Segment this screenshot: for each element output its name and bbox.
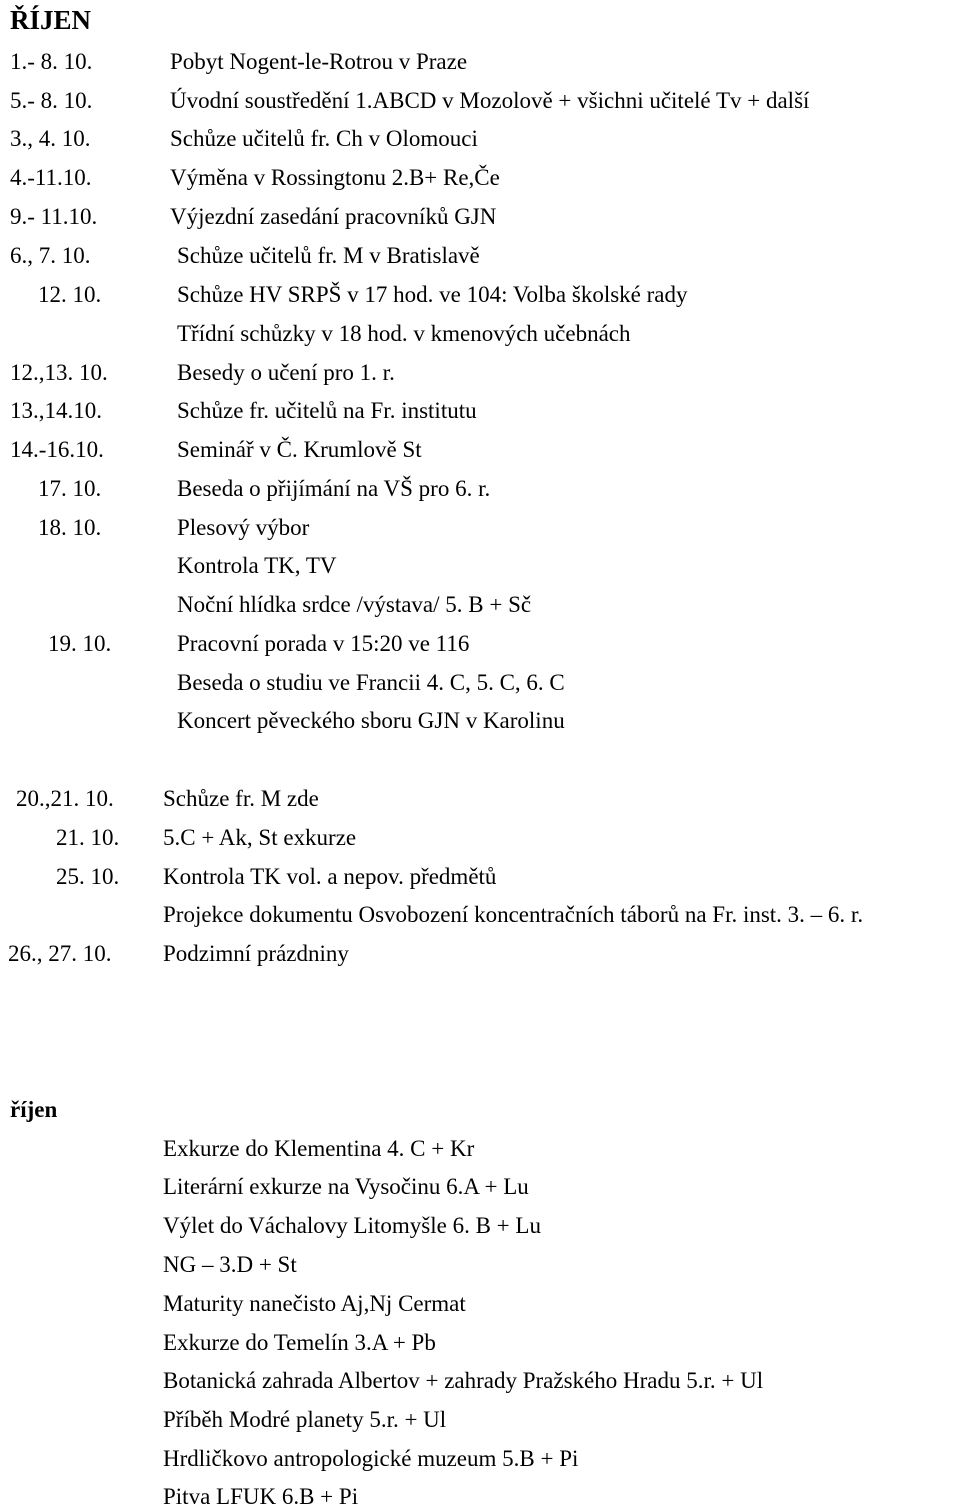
schedule-event: Pobyt Nogent-le-Rotrou v Praze [170, 49, 468, 74]
list-item: Exkurze do Temelín 3.A + Pb [163, 1330, 436, 1355]
schedule-event: Schůze HV SRPŠ v 17 hod. ve 104: Volba školské rady [177, 282, 688, 307]
schedule-date: 12. 10. [38, 282, 102, 307]
list-item: Maturity nanečisto Aj,Nj Cermat [163, 1291, 466, 1316]
heading-october-lower: říjen [10, 1097, 58, 1122]
schedule-date: 20.,21. 10. [16, 786, 114, 811]
schedule-event: Projekce dokumentu Osvobození koncentračních táborů na Fr. inst. 3. – 6. r. [163, 902, 864, 927]
schedule-date: 25. 10. [56, 864, 120, 889]
list-item: NG – 3.D + St [163, 1252, 297, 1277]
schedule-event: 5.C + Ak, St exkurze [163, 825, 357, 850]
schedule-event: Pracovní porada v 15:20 ve 116 [177, 631, 470, 656]
list-item: Literární exkurze na Vysočinu 6.A + Lu [163, 1174, 529, 1199]
schedule-event: Schůze fr. učitelů na Fr. institutu [177, 398, 477, 423]
schedule-date: 14.-16.10. [10, 437, 104, 462]
schedule-event: Výjezdní zasedání pracovníků GJN [170, 204, 497, 229]
list-item: Hrdličkovo antropologické muzeum 5.B + Pi [163, 1446, 579, 1471]
schedule-event: Koncert pěveckého sboru GJN v Karolinu [177, 708, 565, 733]
schedule-date: 21. 10. [56, 825, 120, 850]
schedule-date: 1.- 8. 10. [10, 49, 93, 74]
schedule-date: 4.-11.10. [10, 165, 92, 190]
schedule-date: 3., 4. 10. [10, 126, 91, 151]
heading-october: ŘÍJEN [10, 5, 92, 35]
schedule-date: 9.- 11.10. [10, 204, 98, 229]
schedule-event: Kontrola TK vol. a nepov. předmětů [163, 864, 497, 889]
list-item: Výlet do Váchalovy Litomyšle 6. B + Lu [163, 1213, 541, 1238]
schedule-event: Schůze učitelů fr. M v Bratislavě [177, 243, 480, 268]
schedule-event: Výměna v Rossingtonu 2.B+ Re,Če [170, 165, 500, 190]
list-item: Pitva LFUK 6.B + Pi [163, 1484, 359, 1509]
schedule-date: 19. 10. [48, 631, 112, 656]
schedule-date: 17. 10. [38, 476, 102, 501]
schedule-date: 6., 7. 10. [10, 243, 91, 268]
schedule-event: Beseda o studiu ve Francii 4. C, 5. C, 6. C [177, 670, 565, 695]
schedule-event: Třídní schůzky v 18 hod. v kmenových učebnách [177, 321, 631, 346]
schedule-date: 12.,13. 10. [10, 360, 108, 385]
schedule-date: 18. 10. [38, 515, 102, 540]
schedule-event: Besedy o učení pro 1. r. [177, 360, 395, 385]
schedule-event: Schůze učitelů fr. Ch v Olomouci [170, 126, 478, 151]
list-item: Botanická zahrada Albertov + zahrady Pražského Hradu 5.r. + Ul [163, 1368, 764, 1393]
list-item: Příběh Modré planety 5.r. + Ul [163, 1407, 447, 1432]
schedule-event: Kontrola TK, TV [177, 553, 337, 578]
schedule-event: Plesový výbor [177, 515, 310, 540]
schedule-event: Seminář v Č. Krumlově St [177, 437, 422, 462]
schedule-event: Schůze fr. M zde [163, 786, 319, 811]
schedule-date: 26., 27. 10. [8, 941, 112, 966]
schedule-date: 5.- 8. 10. [10, 88, 93, 113]
schedule-event: Úvodní soustředění 1.ABCD v Mozolově + všichni učitelé Tv + další [170, 88, 810, 113]
schedule-event: Podzimní prázdniny [163, 941, 349, 966]
schedule-date: 13.,14.10. [10, 398, 102, 423]
list-item: Exkurze do Klementina 4. C + Kr [163, 1136, 475, 1161]
schedule-event: Beseda o přijímání na VŠ pro 6. r. [177, 476, 491, 501]
schedule-event: Noční hlídka srdce /výstava/ 5. B + Sč [177, 592, 532, 617]
